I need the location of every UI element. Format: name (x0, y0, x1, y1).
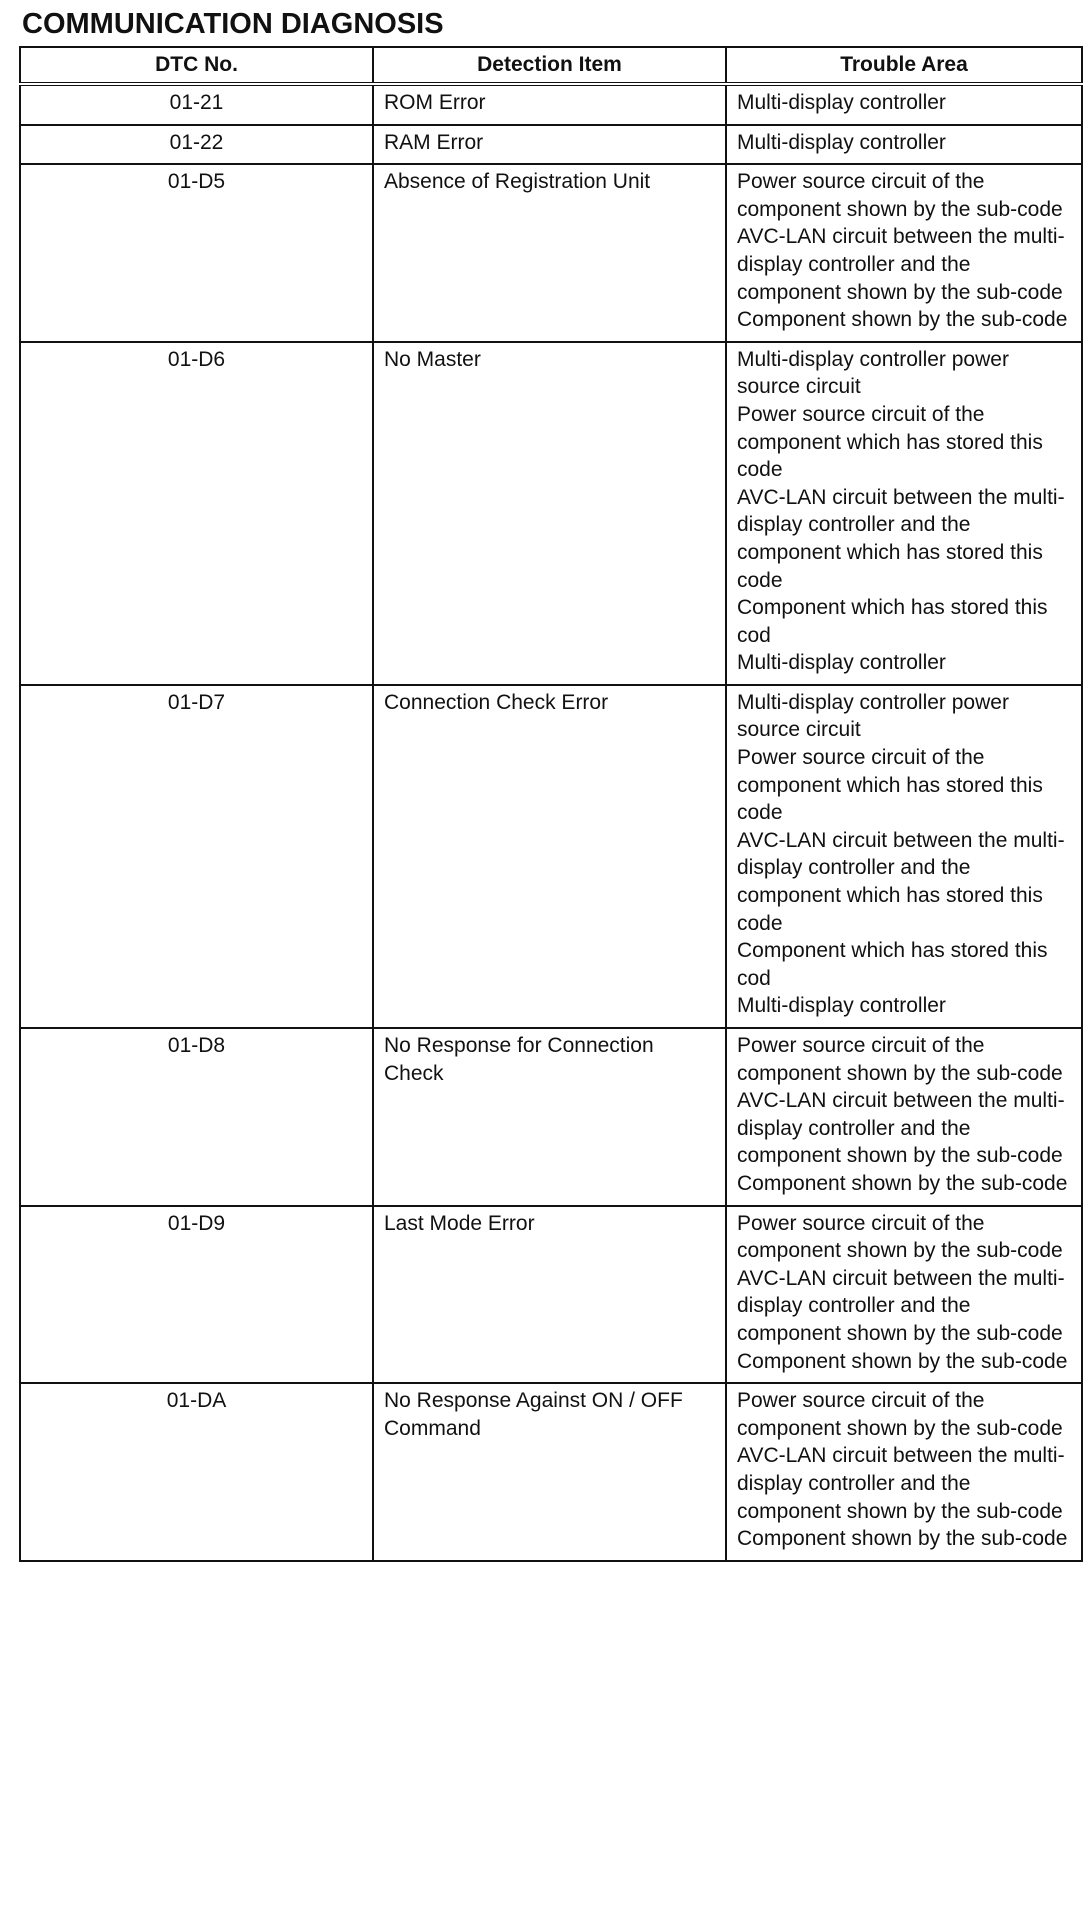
trouble-area-item: Component shown by the sub-code (737, 1171, 1068, 1195)
table-body (20, 84, 1082, 1561)
dtc-number-cell: 01-DA (20, 1383, 373, 1561)
column-header-dtc-no: DTC No. (20, 47, 373, 84)
table-row (20, 1206, 1082, 1384)
trouble-area-item: AVC-LAN circuit between the multi-display controller and the component which has stored this code (737, 485, 1065, 592)
dtc-number-cell: 01-21 (20, 84, 373, 125)
column-header-trouble-area: Trouble Area (726, 47, 1082, 84)
dtc-number-cell: 01-D8 (20, 1028, 373, 1206)
trouble-area-cell (726, 125, 1082, 165)
detection-item-cell: Connection Check Error (373, 685, 726, 1028)
detection-item-cell: RAM Error (373, 125, 726, 165)
trouble-area-item: Component which has stored this cod (737, 596, 1048, 647)
page-title: COMMUNICATION DIAGNOSIS (22, 8, 444, 40)
dtc-number-cell: 01-D6 (20, 342, 373, 685)
trouble-area-cell (726, 1028, 1082, 1206)
trouble-area-item: Multi-display controller (737, 651, 946, 675)
table-row (20, 84, 1082, 125)
trouble-area-cell (726, 342, 1082, 685)
trouble-area-item: Component which has stored this cod (737, 939, 1048, 990)
trouble-area-cell (726, 84, 1082, 125)
trouble-area-item: Power source circuit of the component shown by the sub-code (737, 1034, 1063, 1085)
trouble-area-item: Power source circuit of the component shown by the sub-code (737, 1389, 1063, 1440)
trouble-area-item: Power source circuit of the component shown by the sub-code (737, 170, 1063, 221)
trouble-area-item: AVC-LAN circuit between the multi-display controller and the component shown by the sub-code (737, 225, 1065, 304)
trouble-area-item: Multi-display controller (737, 994, 946, 1018)
trouble-area-item: Power source circuit of the component which has stored this code (737, 746, 1043, 825)
table-row (20, 164, 1082, 342)
trouble-area-cell (726, 1206, 1082, 1384)
trouble-area-item: Component shown by the sub-code (737, 1527, 1068, 1551)
table-header (20, 47, 1082, 84)
detection-item-cell: No Master (373, 342, 726, 685)
table-row (20, 342, 1082, 685)
detection-item-cell: ROM Error (373, 84, 726, 125)
trouble-area-item: Multi-display controller power source circuit (737, 690, 1009, 742)
dtc-table (19, 46, 1083, 1562)
table-row (20, 1383, 1082, 1561)
table-row (20, 1028, 1082, 1206)
trouble-area-cell (726, 1383, 1082, 1561)
trouble-area-item: Multi-display controller (737, 130, 946, 154)
detection-item-cell: No Response Against ON / OFF Command (373, 1383, 726, 1561)
dtc-number-cell: 01-D9 (20, 1206, 373, 1384)
column-header-detection-item: Detection Item (373, 47, 726, 84)
table-row (20, 685, 1082, 1028)
trouble-area-item: Multi-display controller (737, 91, 946, 114)
trouble-area-item: Multi-display controller power source circuit (737, 347, 1009, 399)
detection-item-cell: Absence of Registration Unit (373, 164, 726, 342)
detection-item-cell: Last Mode Error (373, 1206, 726, 1384)
trouble-area-item: Component shown by the sub-code (737, 308, 1068, 332)
trouble-area-item: AVC-LAN circuit between the multi-display controller and the component shown by the sub-code (737, 1089, 1065, 1168)
trouble-area-cell (726, 685, 1082, 1028)
detection-item-cell: No Response for Connection Check (373, 1028, 726, 1206)
trouble-area-item: Power source circuit of the component shown by the sub-code (737, 1211, 1063, 1263)
trouble-area-item: AVC-LAN circuit between the multi-display controller and the component shown by the sub-code (737, 1444, 1065, 1523)
trouble-area-cell (726, 164, 1082, 342)
header-row (20, 47, 1082, 84)
trouble-area-item: AVC-LAN circuit between the multi-display controller and the component shown by the sub-code (737, 1266, 1065, 1345)
table-row (20, 125, 1082, 165)
trouble-area-item: Component shown by the sub-code (737, 1349, 1068, 1373)
trouble-area-item: AVC-LAN circuit between the multi-display controller and the component which has stored this code (737, 828, 1065, 935)
trouble-area-item: Power source circuit of the component which has stored this code (737, 402, 1043, 482)
dtc-number-cell: 01-22 (20, 125, 373, 165)
dtc-number-cell: 01-D5 (20, 164, 373, 342)
dtc-number-cell: 01-D7 (20, 685, 373, 1028)
